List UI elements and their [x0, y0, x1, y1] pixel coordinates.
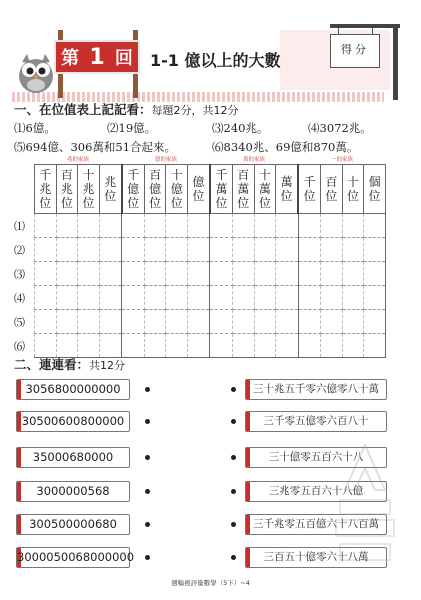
right-word-box[interactable]: 三十兆五千零六億零八十萬 [245, 379, 387, 400]
row-label: ⑸ [14, 316, 25, 329]
answer-cell[interactable] [232, 286, 254, 310]
answer-cell[interactable] [99, 310, 121, 334]
answer-cell[interactable] [298, 310, 320, 334]
answer-cell[interactable] [321, 310, 343, 334]
answer-cell[interactable] [56, 334, 78, 358]
answer-cell[interactable] [166, 334, 188, 358]
column-label: 百 位 [325, 175, 338, 203]
answer-cell[interactable] [35, 214, 57, 238]
answer-cell[interactable] [78, 214, 100, 238]
answer-cell[interactable] [342, 286, 364, 310]
question-6: ⑹8340兆、69億和870萬。 [212, 140, 359, 154]
answer-cell[interactable] [342, 334, 364, 358]
row-label: ⑵ [14, 244, 25, 257]
column-header [232, 165, 254, 214]
watermark-logo [330, 440, 400, 580]
row-label: ⑹ [14, 340, 25, 353]
lesson-title: 1-1 億以上的大數 [150, 51, 281, 70]
answer-cell[interactable] [99, 334, 121, 358]
column-header [78, 165, 100, 214]
owl-icon [14, 50, 58, 94]
answer-cell[interactable] [166, 262, 188, 286]
answer-cell[interactable] [321, 214, 343, 238]
column-label: 兆 位 [104, 175, 117, 203]
answer-cell[interactable] [56, 286, 78, 310]
answer-cell[interactable] [35, 238, 57, 262]
column-label: 十 兆 位 [82, 168, 95, 210]
column-label: 個 位 [368, 175, 381, 203]
answer-cell[interactable] [342, 310, 364, 334]
page-footer: 週輪複評量數學（5下）∼4 [171, 579, 250, 587]
right-word-box[interactable]: 三千兆零五百億六十八百萬 [245, 514, 387, 535]
answer-cell[interactable] [276, 214, 298, 238]
question-2: ⑵19億。 [107, 121, 157, 135]
answer-row [35, 262, 386, 286]
answer-cell[interactable] [166, 286, 188, 310]
column-label: 百 萬 位 [237, 168, 250, 210]
answer-cell[interactable] [122, 334, 144, 358]
column-label: 千 萬 位 [215, 168, 228, 210]
right-word-box[interactable]: 三百五十億零六十八萬 [245, 547, 387, 568]
answer-cell[interactable] [166, 238, 188, 262]
answer-row [35, 310, 386, 334]
column-header [364, 165, 386, 214]
answer-cell[interactable] [276, 310, 298, 334]
answer-cell[interactable] [78, 286, 100, 310]
answer-cell[interactable] [321, 262, 343, 286]
column-header [342, 165, 364, 214]
answer-cell[interactable] [35, 310, 57, 334]
answer-cell[interactable] [56, 262, 78, 286]
answer-cell[interactable] [342, 238, 364, 262]
right-connect-dot[interactable] [231, 555, 236, 560]
answer-cell[interactable] [78, 238, 100, 262]
answer-cell[interactable] [99, 214, 121, 238]
answer-cell[interactable] [56, 214, 78, 238]
answer-cell[interactable] [210, 214, 232, 238]
answer-cell[interactable] [298, 334, 320, 358]
column-header [321, 165, 343, 214]
answer-cell[interactable] [254, 214, 276, 238]
column-header [166, 165, 188, 214]
column-header [276, 165, 298, 214]
answer-cell[interactable] [144, 334, 166, 358]
answer-cell[interactable] [254, 310, 276, 334]
column-label: 百 兆 位 [60, 168, 73, 210]
answer-cell[interactable] [99, 238, 121, 262]
column-header [56, 165, 78, 214]
left-number-box[interactable]: 3000050068000000 [16, 547, 130, 568]
answer-cell[interactable] [298, 286, 320, 310]
right-connect-dot[interactable] [231, 522, 236, 527]
answer-cell[interactable] [342, 214, 364, 238]
answer-cell[interactable] [78, 310, 100, 334]
answer-row [35, 334, 386, 358]
section2-title [14, 355, 125, 373]
right-connect-dot[interactable] [231, 489, 236, 494]
question-3: ⑶240兆。 [212, 121, 269, 135]
answer-cell[interactable] [144, 214, 166, 238]
column-header [210, 165, 232, 214]
answer-cell[interactable] [122, 262, 144, 286]
answer-cell[interactable] [232, 214, 254, 238]
answer-cell[interactable] [298, 238, 320, 262]
answer-cell[interactable] [364, 310, 386, 334]
section1-note: 每題2分，共12分 [151, 104, 239, 117]
answer-cell[interactable] [56, 238, 78, 262]
place-value-table [34, 164, 386, 358]
sign-number: 1 [89, 44, 105, 70]
answer-cell[interactable] [254, 262, 276, 286]
column-header [99, 165, 121, 214]
left-number-box[interactable]: 300500000680 [16, 514, 130, 535]
column-header [298, 165, 320, 214]
column-label: 十 萬 位 [258, 168, 271, 210]
column-label: 千 兆 位 [39, 168, 52, 210]
answer-cell[interactable] [364, 214, 386, 238]
answer-cell[interactable] [56, 310, 78, 334]
answer-cell[interactable] [78, 262, 100, 286]
answer-cell[interactable] [78, 334, 100, 358]
question-5: ⑸694億、306萬和51合起來。 [14, 140, 177, 154]
answer-row [35, 238, 386, 262]
answer-cell[interactable] [298, 214, 320, 238]
left-connect-dot[interactable] [145, 419, 150, 424]
group-label-hundred-million: 億的家族 [154, 157, 177, 163]
left-number-box[interactable]: 3056800000000 [16, 379, 130, 400]
column-label: 百 億 位 [149, 168, 162, 210]
section1-title [14, 100, 239, 118]
answer-cell[interactable] [210, 286, 232, 310]
sign-prefix: 第 [61, 48, 80, 69]
answer-cell[interactable] [188, 214, 210, 238]
answer-cell[interactable] [364, 262, 386, 286]
score-board: 得分 [330, 34, 380, 68]
answer-cell[interactable] [254, 334, 276, 358]
answer-cell[interactable] [144, 310, 166, 334]
row-label: ⑶ [14, 268, 25, 281]
section1-title-text: 一、在位值表上記記看： [14, 102, 152, 117]
answer-cell[interactable] [364, 286, 386, 310]
answer-cell[interactable] [254, 238, 276, 262]
place-value-header [35, 165, 386, 214]
answer-cell[interactable] [188, 238, 210, 262]
answer-cell[interactable] [276, 238, 298, 262]
section2-title-text: 二、連連看： [14, 357, 90, 372]
right-word-box[interactable]: 三兆零五百六十八億 [245, 481, 387, 502]
right-connect-dot[interactable] [231, 419, 236, 424]
answer-cell[interactable] [188, 334, 210, 358]
lesson-sign [54, 40, 140, 74]
left-number-box[interactable]: 35000680000 [16, 447, 130, 468]
answer-cell[interactable] [99, 262, 121, 286]
answer-cell[interactable] [364, 334, 386, 358]
answer-cell[interactable] [210, 238, 232, 262]
answer-cell[interactable] [276, 262, 298, 286]
answer-cell[interactable] [254, 286, 276, 310]
answer-cell[interactable] [188, 286, 210, 310]
row-label: ⑴ [14, 220, 25, 233]
column-header [144, 165, 166, 214]
answer-cell[interactable] [188, 310, 210, 334]
answer-cell[interactable] [276, 286, 298, 310]
left-number-box[interactable]: 30500600800000 [16, 411, 130, 432]
answer-cell[interactable] [232, 262, 254, 286]
column-label: 十 億 位 [170, 168, 183, 210]
question-1: ⑴6億。 [14, 121, 56, 135]
row-label: ⑷ [14, 292, 25, 305]
right-word-box[interactable]: 三千零五億零六百八十 [245, 411, 387, 432]
column-label: 萬 位 [280, 175, 293, 203]
score-pole [393, 24, 398, 100]
answer-cell[interactable] [35, 262, 57, 286]
column-label: 千 億 位 [127, 168, 140, 210]
section2-note: 共12分 [89, 359, 126, 372]
answer-cell[interactable] [122, 286, 144, 310]
answer-cell[interactable] [298, 262, 320, 286]
column-header [122, 165, 144, 214]
left-connect-dot[interactable] [145, 489, 150, 494]
group-label-ones: 一的家族 [330, 157, 353, 163]
left-number-box[interactable]: 3000000568 [16, 481, 130, 502]
right-connect-dot[interactable] [231, 455, 236, 460]
answer-cell[interactable] [188, 262, 210, 286]
right-word-box[interactable]: 三十億零五百六十八 [245, 447, 387, 468]
left-connect-dot[interactable] [145, 455, 150, 460]
answer-cell[interactable] [321, 286, 343, 310]
answer-cell[interactable] [276, 334, 298, 358]
answer-cell[interactable] [232, 334, 254, 358]
answer-cell[interactable] [35, 286, 57, 310]
column-label: 十 位 [347, 175, 360, 203]
answer-cell[interactable] [321, 334, 343, 358]
answer-cell[interactable] [321, 238, 343, 262]
left-connect-dot[interactable] [145, 522, 150, 527]
left-connect-dot[interactable] [145, 387, 150, 392]
answer-cell[interactable] [232, 238, 254, 262]
answer-cell[interactable] [342, 262, 364, 286]
group-label-trillion: 兆的家族 [66, 157, 89, 163]
column-header [35, 165, 57, 214]
answer-cell[interactable] [35, 334, 57, 358]
score-arm [330, 24, 400, 28]
answer-row [35, 214, 386, 238]
sign-suffix: 回 [114, 48, 133, 69]
answer-cell[interactable] [99, 286, 121, 310]
question-4: ⑷3072兆。 [308, 121, 372, 135]
answer-cell[interactable] [166, 214, 188, 238]
answer-cell[interactable] [210, 310, 232, 334]
answer-cell[interactable] [166, 310, 188, 334]
answer-row [35, 286, 386, 310]
group-label-ten-thousand: 萬的家族 [242, 157, 265, 163]
answer-cell[interactable] [210, 334, 232, 358]
answer-cell[interactable] [144, 238, 166, 262]
column-header [254, 165, 276, 214]
answer-cell[interactable] [144, 262, 166, 286]
answer-cell[interactable] [232, 310, 254, 334]
column-label: 億 位 [192, 175, 205, 203]
answer-cell[interactable] [364, 238, 386, 262]
right-connect-dot[interactable] [231, 387, 236, 392]
left-connect-dot[interactable] [145, 555, 150, 560]
answer-cell[interactable] [122, 214, 144, 238]
answer-cell[interactable] [122, 310, 144, 334]
column-label: 千 位 [303, 175, 316, 203]
column-header [188, 165, 210, 214]
answer-cell[interactable] [210, 262, 232, 286]
answer-cell[interactable] [144, 286, 166, 310]
answer-cell[interactable] [122, 238, 144, 262]
